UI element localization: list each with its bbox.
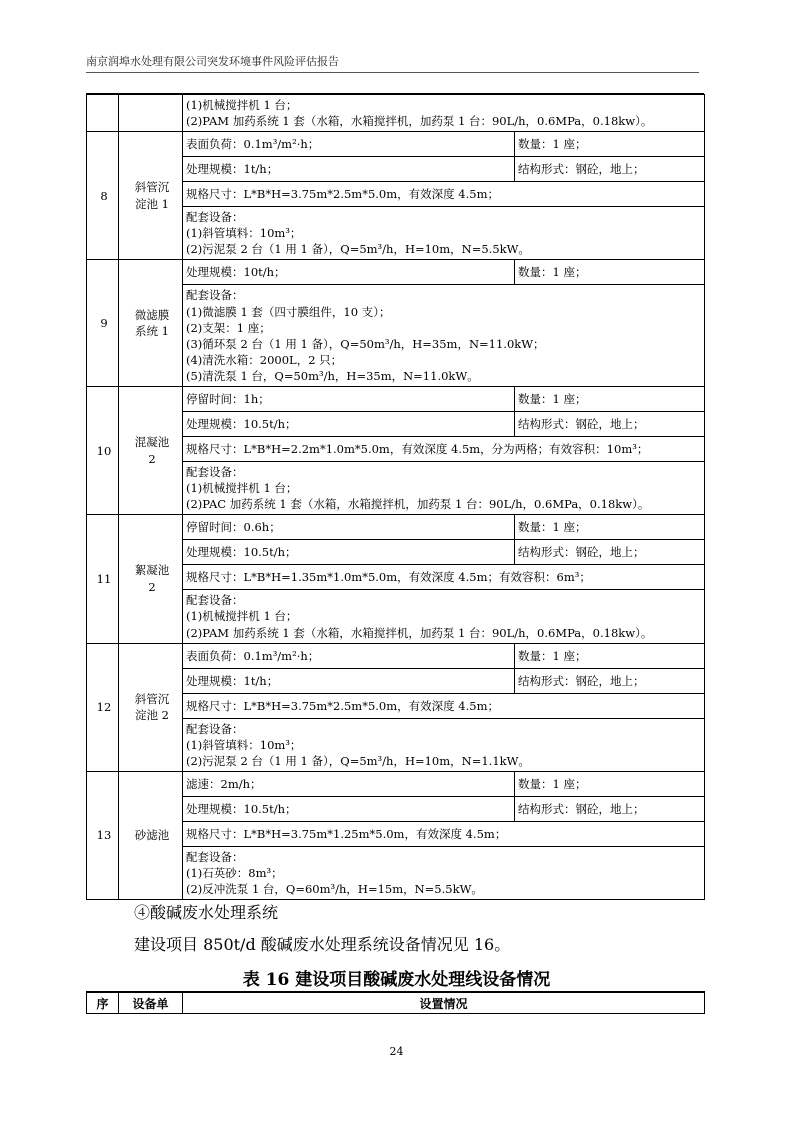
- carryover-cell: (1)机械搅拌机 1 台； (2)PAM 加药系统 1 套（水箱，水箱搅拌机，加药泵 1 台：90L/h，0.6MPa，0.18kw）。: [183, 95, 705, 132]
- table-row: 12 斜管沉 淀池 2 表面负荷：0.1m³/m²·h； 数量：1 座；: [87, 643, 705, 668]
- equipment-list: 配套设备： (1)机械搅拌机 1 台； (2)PAC 加药系统 1 套（水箱，水箱搅拌机，加药泵 1 台：90L/h，0.6MPa，0.18kw）。: [183, 462, 705, 515]
- table16-col-no: 序: [87, 992, 119, 1014]
- equipment-table: (1)机械搅拌机 1 台； (2)PAM 加药系统 1 套（水箱，水箱搅拌机，加药泵 1 台：90L/h，0.6MPa，0.18kw）。 8 斜管沉 淀池 1 表面负荷：0.1m³/m²·h； 数量：1 座； 处理规模：1t/h； 结构形式：钢砼，地上； 规格尺寸：L*B*H=3.75m*2.5m*5.0m，有效深度 4.5m； 配套设备： (1)斜管填料：10m³； (2)污泥泵 2 台（1 用 1 备），Q=5m³/h，H=10m，N=5.5kW。 9 微滤膜 系统 1 处理规模：10t/h； 数量：1 座； 配套设备： (1)微滤膜 1 套（四寸膜组件，10 支）； (2)支架：1 座； (3)循环泵 2 台（1 用 1 备），Q=50m³/h，H=35m，N=11.0kW； (4)清洗水箱：2000L，2 只； (5)清洗泵 1 台，Q=50m³/h，H=35m，N=11.0kW。 10 混凝池 2 停留时间：1h； 数量：1 座； 处理规模：10.5t/h； 结构形式：钢砼，地上； 规格尺寸：L*B*H=2.2m*1.0m*5.0m，有效深度 4.5m，分为两格；有效容积：10m³； 配套设备： (1)机械搅拌机 1 台； (2)PAC 加药系统 1 套（水箱，水箱搅拌机，加药泵 1 台：90L/h，0.6MPa，0.18kw）。 11 絮凝池 2 停留时间：0.6h； 数量：1 座； 处理规模：10.5t/h； 结构形式：钢砼，地上； 规格尺寸：L*B*H=1.35m*1.0m*5.0m，有效深度 4.5m；有效容积：6m³； 配套设备： (1)机械搅拌机 1 台； (2)PAM 加药系统 1 套（水箱，水箱搅拌机，加药泵 1 台：90L/h，0.6MPa，0.18kw）。 12 斜管沉 淀池 2 表面负荷：0.1m³/m²·h； 数量：1 座； 处理规模：1t/h； 结构形式：钢砼，地上； 规格尺寸：L*B*H=3.75m*2.5m*5.0m，有效深度 4.5m； 配套设备： (1)斜管填料：10m³； (2)污泥泵 2 台（1 用 1 备），Q=5m³/h，H=10m，N=1.1kW。 13 砂滤池 滤速：2m/h； 数量：1 座； 处理规模：10.5t/h； 结构形式：钢砼，地上； 规格尺寸：L*B*H=3.75m*1.25m*5.0m，有效深度 4.5m； 配套设备： (1)石英砂：8m³； (2)反冲洗泵 1 台，Q=60m³/h，H=15m，N=5.5kW。: [86, 94, 705, 900]
- table-row: 10 混凝池 2 停留时间：1h； 数量：1 座；: [87, 387, 705, 412]
- equipment-name: 斜管沉 淀池 1: [119, 132, 183, 260]
- table-row: 8 斜管沉 淀池 1 表面负荷：0.1m³/m²·h； 数量：1 座；: [87, 132, 705, 157]
- equipment-name: 絮凝池 2: [119, 515, 183, 643]
- equipment-name: 砂滤池: [119, 771, 183, 899]
- equipment-name: 斜管沉 淀池 2: [119, 643, 183, 771]
- equipment-list: 配套设备： (1)斜管填料：10m³； (2)污泥泵 2 台（1 用 1 备），Q=5m³/h，H=10m，N=5.5kW。: [183, 207, 705, 260]
- equipment-list: 配套设备： (1)微滤膜 1 套（四寸膜组件，10 支）； (2)支架：1 座； (3)循环泵 2 台（1 用 1 备），Q=50m³/h，H=35m，N=11.0kW； (4)清洗水箱：2000L，2 只； (5)清洗泵 1 台，Q=50m³/h，H=35m，N=11.0kW。: [183, 285, 705, 387]
- table16-col-unit: 设备单: [119, 992, 183, 1014]
- section-body: 建设项目 850t/d 酸碱废水处理系统设备情况见 16。: [134, 935, 511, 954]
- table-row: 9 微滤膜 系统 1 处理规模：10t/h； 数量：1 座；: [87, 260, 705, 285]
- table-row: 13 砂滤池 滤速：2m/h； 数量：1 座；: [87, 771, 705, 796]
- row-number: 13: [87, 771, 119, 899]
- table16-title: 表 16 建设项目酸碱废水处理线设备情况: [242, 970, 551, 990]
- equipment-list: 配套设备： (1)石英砂：8m³； (2)反冲洗泵 1 台，Q=60m³/h，H=15m，N=5.5kW。: [183, 846, 705, 899]
- equipment-list: 配套设备： (1)机械搅拌机 1 台； (2)PAM 加药系统 1 套（水箱，水箱搅拌机，加药泵 1 台：90L/h，0.6MPa，0.18kw）。: [183, 590, 705, 643]
- section-heading: ④酸碱废水处理系统: [134, 903, 279, 922]
- equipment-list: 配套设备： (1)斜管填料：10m³； (2)污泥泵 2 台（1 用 1 备），Q=5m³/h，H=10m，N=1.1kW。: [183, 718, 705, 771]
- row-number: 12: [87, 643, 119, 771]
- header-rule: [86, 72, 699, 73]
- equipment-name: 混凝池 2: [119, 387, 183, 515]
- page-header: 南京润埠水处理有限公司突发环境事件风险评估报告: [86, 55, 339, 68]
- row-number: 9: [87, 260, 119, 387]
- equipment-name: 微滤膜 系统 1: [119, 260, 183, 387]
- table16-header: [86, 991, 705, 1014]
- table-row: 11 絮凝池 2 停留时间：0.6h； 数量：1 座；: [87, 515, 705, 540]
- row-number: 10: [87, 387, 119, 515]
- row-number: 8: [87, 132, 119, 260]
- row-number: 11: [87, 515, 119, 643]
- table16-col-setting: 设置情况: [183, 992, 705, 1014]
- carryover-row: [87, 95, 705, 132]
- page-number: 24: [389, 1045, 404, 1058]
